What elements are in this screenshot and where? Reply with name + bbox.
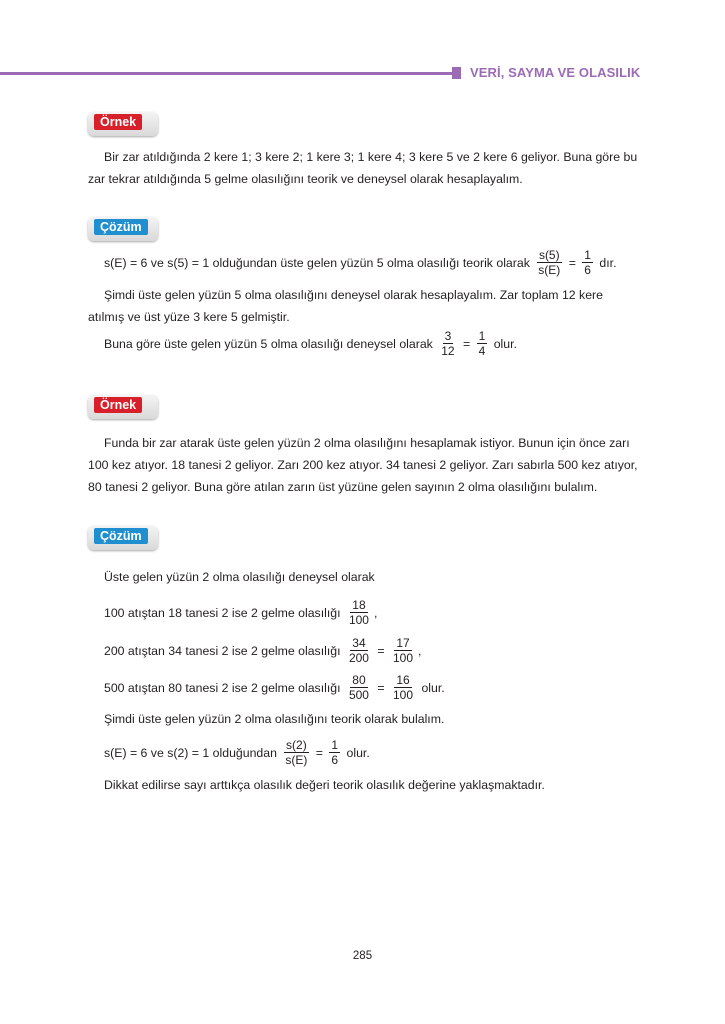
header-marker [452, 67, 461, 79]
denominator: 4 [478, 344, 486, 358]
fraction [347, 636, 371, 665]
example-badge [88, 112, 158, 136]
fraction [347, 673, 371, 702]
page-number: 285 [352, 950, 373, 962]
denominator: s(E) [538, 263, 561, 277]
numerator: 1 [331, 738, 339, 752]
numerator: 34 [352, 636, 366, 650]
fraction [391, 636, 415, 665]
denominator: 500 [348, 688, 369, 702]
math-line [104, 712, 444, 726]
denominator: s(E) [285, 753, 308, 767]
example-1-text: Bir zar atıldığında 2 kere 1; 3 kere 2; 1 kere 3; 1 kere 4; 3 kere 5 ve 2 kere 6 geliyor. Buna göre bu zar tekrar atıldığında 5 gelme olasılığını teorik ve deneysel olarak hesaplayalım. [88, 150, 638, 186]
solution-1-paragraph: Şimdi üste gelen yüzün 5 olma olasılığını deneysel olarak hesaplayalım. Zar toplam 12 kere atılmış ve üst yüze 3 kere 5 gelmiştir. [88, 288, 603, 324]
text-run: = [373, 680, 388, 695]
numerator: s(2) [286, 738, 307, 752]
text-run: , [373, 605, 378, 620]
numerator: 17 [396, 636, 410, 650]
solution-badge [88, 526, 158, 550]
text-run: = [373, 643, 388, 658]
solution-badge-label: Çözüm [94, 219, 148, 235]
text-run: 100 atıştan 18 tanesi 2 ise 2 gelme olasılığı [104, 605, 344, 620]
denominator: 6 [584, 263, 591, 277]
fraction [391, 673, 415, 702]
text-run: 200 atıştan 34 tanesi 2 ise 2 gelme olasılığı [104, 643, 344, 658]
numerator: 18 [352, 598, 366, 612]
math-line [104, 673, 445, 702]
denominator: 12 [441, 344, 455, 358]
math-line [104, 738, 370, 767]
text-run: = [565, 255, 580, 270]
numerator: 3 [444, 329, 452, 343]
fraction [582, 248, 593, 277]
numerator: s(5) [538, 248, 560, 262]
numerator: 80 [352, 673, 366, 687]
math-line [104, 570, 375, 584]
text-run: = [459, 336, 474, 351]
example-badge [88, 395, 158, 419]
numerator: 16 [396, 673, 410, 687]
math-line [104, 248, 617, 277]
example-2-text: Funda bir zar atarak üste gelen yüzün 2 olma olasılığını hesaplamak istiyor. Bunun için önce zarı 100 kez atıyor. 18 tanesi 2 geliyor. Zarı 200 kez atıyor. 34 tanesi 2 geliyor. Zarı sabırla 500 kez atıyor, 80 tanesi 2 geliyor. Buna göre atılan zarın üst yüzüne gelen sayının 2 olma olasılığını bulalım. [88, 436, 638, 494]
fraction [439, 329, 456, 358]
math-line [104, 598, 377, 627]
denominator: 100 [348, 613, 369, 627]
example-badge-label: Örnek [94, 397, 142, 413]
text-run: olur. [343, 745, 370, 760]
solution-badge [88, 217, 158, 241]
text-run: s(E) = 6 ve s(2) = 1 olduğundan [104, 745, 281, 760]
fraction [536, 248, 562, 277]
denominator: 100 [393, 688, 414, 702]
header-rule [0, 72, 452, 75]
solution-badge-label: Çözüm [94, 528, 148, 544]
math-line [104, 329, 517, 358]
text-run: , [418, 643, 422, 658]
text-run: 500 atıştan 80 tanesi 2 ise 2 gelme olasılığı [104, 680, 344, 695]
chapter-title: VERİ, SAYMA VE OLASILIK [470, 65, 641, 80]
denominator: 100 [393, 651, 414, 665]
fraction [329, 738, 340, 767]
fraction [283, 738, 309, 767]
math-line [104, 636, 421, 665]
math-line [104, 778, 545, 792]
text-run: = [312, 745, 327, 760]
example-badge-label: Örnek [94, 114, 142, 130]
denominator: 200 [348, 651, 369, 665]
text-run: olur. [418, 680, 445, 695]
fraction [477, 329, 488, 358]
text-run: Buna göre üste gelen yüzün 5 olma olasılığı deneysel olarak [104, 336, 437, 351]
text-run: s(E) = 6 ve s(5) = 1 olduğundan üste gelen yüzün 5 olma olasılığı teorik olarak [104, 255, 534, 270]
denominator: 6 [331, 753, 339, 767]
fraction [347, 598, 371, 627]
text-run: Üste gelen yüzün 2 olma olasılığı deneysel olarak [104, 570, 375, 584]
text-run: dır. [595, 255, 617, 270]
text-run: Dikkat edilirse sayı arttıkça olasılık değeri teorik olasılık değerine yaklaşmaktadır. [104, 778, 545, 792]
text-run: olur. [490, 336, 517, 351]
text-run: Şimdi üste gelen yüzün 2 olma olasılığını teorik olarak bulalım. [104, 712, 445, 726]
numerator: 1 [478, 329, 486, 343]
numerator: 1 [584, 248, 591, 262]
